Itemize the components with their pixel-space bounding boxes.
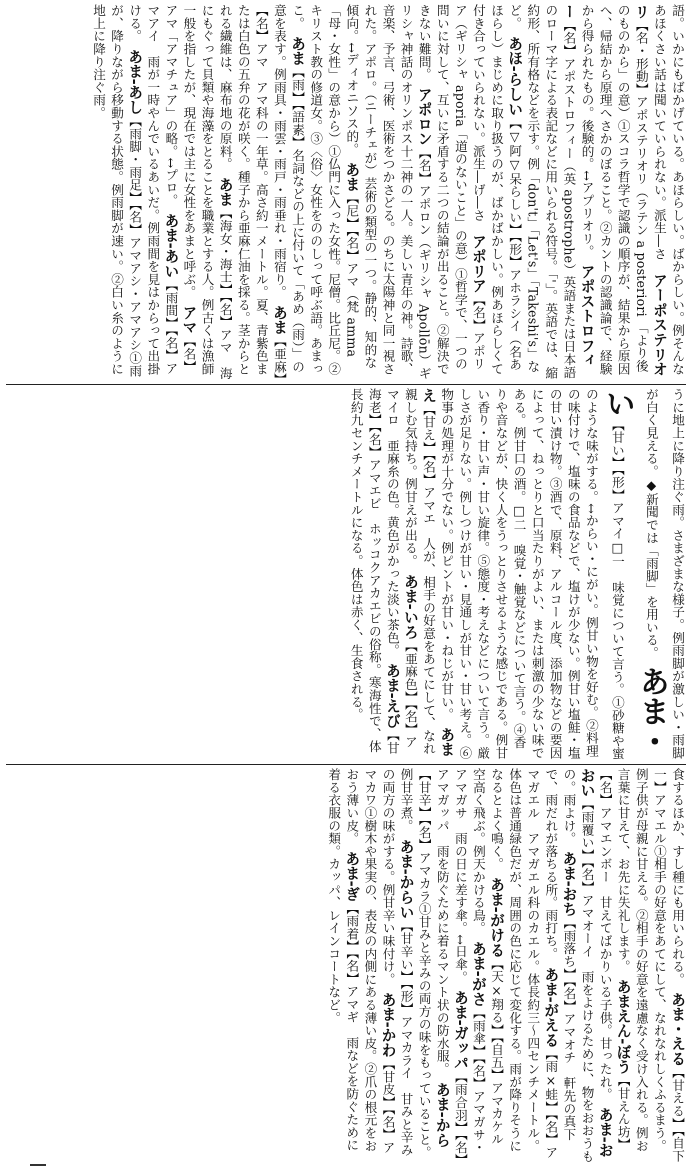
tier-text-column	[324, 768, 686, 1163]
entry-headword: あま-がさ	[469, 940, 487, 1007]
entry-headword: あま・い	[599, 388, 669, 757]
entry-definition: 語。いかにもばかげている。あほらしい。ばからしい。例そんな あほくさい話は聞いていられない。派生―さ	[651, 4, 685, 376]
entry-headword: あま-ぎ	[343, 851, 361, 902]
entry-definition: 【名・形動】アポステリオリ（ラテン a posteriori 「より後のものから」の意）①スコラ哲学で認識の順序が、結果から原因へ、帰結から原理へさかのぼること。②カントの認識論で、経験から得られたもの。後験的。↔アプリオリ。	[579, 4, 649, 376]
dictionary-entry	[670, 768, 685, 992]
upper-tier	[6, 4, 686, 380]
tier-text-column	[347, 388, 686, 760]
entry-headword: あま	[270, 304, 288, 335]
entry-headword: あま-いろ	[401, 573, 419, 640]
entry-definition: 【天×翔る】【自五】アマカケル 空高く飛ぶ。例天かける鳥。	[470, 768, 505, 1159]
entry-definition: 【雨×蛙】【名】アマガエル アマガエル科のカエル。体長約三～四センチメートル。体色は普通緑色だが、周囲の色に応じて変化する。雨が降りそうになるとよく鳴く。	[489, 768, 559, 1159]
entry-definition: 【甘える】【自下一】アマエル①相手の好意をあてにして、なれなれしくふるまう。例子供が母親に甘える。②相手の好意を遠慮なく受け入れる。例お言葉に甘えて、お先に失礼します。	[615, 768, 685, 1163]
entry-definition: 食するほか、すし種にも用いられる。	[670, 768, 685, 980]
entry-definition: 【甘辛】【名】アマカラ①甘みと辛みの両方の味をもっていること。例甘辛煮。	[398, 768, 432, 1159]
entry-definition: 【名】アポロン（ギリシャ Apollōn）ギリシャ神話のオリンポス十二神の一人。美しい青年の神。詩歌、音楽、予言、弓術、医術をつかさどる。のちに太陽神と同一視された。アポロ。（ニーチェが）芸術の類型の一つ。静的、知的な傾向。↔ディオニソス的。	[344, 4, 432, 380]
entry-headword: あま-おち	[560, 851, 578, 917]
entry-headword: あま-からい	[397, 838, 415, 919]
entry-headword: あまえ	[420, 388, 456, 757]
entry-definition: 【甘え】【名】アマエ 人が、相手の好意をあてにして、なれ親しむ気持ち。例甘えが出る。	[402, 388, 437, 755]
dictionary-entry	[91, 4, 142, 377]
entry-headword: あま-あし	[126, 48, 144, 115]
entry-headword: あま-ガッパ	[451, 990, 469, 1071]
entry-headword: あま-がける	[488, 876, 506, 958]
tier-divider	[6, 384, 686, 385]
entry-definition: 【雨着】【名】アマギ 雨などを防ぐために着る衣服の類。カッパ、レインコートなど。	[326, 768, 360, 1152]
entry-definition: 【▽阿▽呆らしい】【形】アホラシイ（名あほらし）まじめに取り扱うのが、ばかばかしい。例あほらしくて付き合っていられない。派生―げ―さ	[470, 4, 523, 376]
entry-definition: 【雨脚・雨足】【名】アマアシ・アマアシ①雨が、降りながら移動する状態。例雨脚が速い。②白い糸のように地上に降り注ぐ雨。	[91, 4, 143, 377]
entry-headword: アポリア	[469, 234, 487, 294]
entry-definition: 【亜麻】【名】アマ アマ科の一年草。高さ約一メートル。夏、青紫色または白色の五弁の花が咲く。種子から亜麻仁油を採る。茎からとれる繊維は、麻布地の原料。	[217, 4, 287, 380]
entry-headword: あほ-らしい	[506, 36, 524, 117]
lower-tier	[6, 768, 686, 1163]
page-footer-mark	[30, 1164, 46, 1166]
entry-definition: 【甘辛い】【形】アマカライ 甘みと辛みの両方の味がする。例甘辛い味付け。	[380, 768, 414, 1156]
entry-definition: 【尼】【名】アマ（梵 amma「母・女性」の意から）①仏門に入った女性。尼僧。比丘尼。②キリスト教の修道女。③〈俗〉女性をののしって呼ぶ語。あまっこ。	[290, 4, 360, 376]
entry-headword: アポストロフィー	[560, 4, 596, 369]
entry-definition: 【甘海老】【名】アマエビ ホッコクアカエビの俗称。寒海性で、体長約九センチメートルになる。体色は赤く、生食される。	[348, 388, 400, 755]
entry-headword: あま-かわ	[379, 992, 397, 1058]
entry-definition: うに地上に降り注ぐ雨。さまざまな様子。例雨脚が激しい・雨脚が白く見える。◆新聞では「雨脚」を用いる。	[643, 388, 685, 760]
tier-text-column	[89, 4, 686, 380]
entry-definition: 【甘い】【形】アマイ□一 味覚について言う。①砂糖や蜜のような味がする。↔からい・にがい。例甘い物を好む。②料理の味付けで、塩味の食品などで、塩けが少ない。例甘い塩鮭・塩の甘い漬け物。③酒で、原料、アルコール度、添加物などの要因によって、ねっとりと口当たりがよい、または刺激の少ない味である。例甘口の酒。□二 嗅覚・触覚などについて言う。④香りや音などが、快く人をうっとりさせるような感じである。例甘い香り・甘い声・甘い旋律。⑤態度・考えなどについて言う。厳しさが足りない。例しつけが甘い・見通しが甘い・甘い考え。⑥物事の処理が十分でない。例ピントが甘い・ねじが甘い。	[439, 388, 625, 760]
entry-definition: 【雨傘】【名】アマガサ・アマガサ 雨の日に差す傘。↔日傘。	[452, 768, 486, 1154]
entry-headword: あま-がえる	[542, 966, 560, 1047]
entry-definition: 【名】アマ「アマチュア」の略。↔プロ。	[163, 4, 197, 373]
entry-definition: 【甘えん坊】【名】アマエンボー 甘えてばかりいる子供。甘ったれ。	[597, 768, 631, 1152]
entry-definition: 【亜麻色】【名】アマイロ 亜麻糸の色。黄色がかった淡い茶色。	[384, 388, 418, 749]
entry-headword: あま	[289, 36, 307, 66]
entry-headword: あま	[216, 176, 234, 207]
entry-definition: 【名】アポストロフィー（英 apostrophe）英語または日本語のローマ字による表記などに用いられる符号。「'」。英語では、縮約形、所有格などを示す。例「don't」「Let's」「Takeshi's」など。	[507, 4, 577, 380]
entry-headword: アマ	[180, 304, 198, 335]
entry-headword: あま-おおい	[578, 768, 614, 1158]
entry-definition: 【甘皮】【名】アマカワ①樹木や果実の、表皮の内側にある薄い皮。②爪の根元をおおう薄い皮。	[344, 768, 396, 1154]
entry-headword: あま	[343, 162, 361, 192]
middle-tier	[6, 388, 686, 760]
tier-divider	[6, 764, 686, 765]
entry-definition: 【雨間】【名】アマアイ 雨が一時やんでいるあいだ。例雨間を見はからって出掛ける。	[127, 4, 179, 376]
entry-definition: 【雨】【語素】名詞などの上に付いて「あめ（雨）」の意を表す。例雨具・雨雲・雨戸・雨垂れ・雨宿り。	[271, 4, 306, 374]
entry-definition: 【雨合羽】【名】アマガッパ 雨を防ぐために着るマント状の防水服。	[434, 768, 468, 1161]
entry-definition: 【海女・海士】【名】アマ 海にもぐって貝類や海藻をとることを職業とする人。例古くは漁師一般を指したが、現在では主に女性をあまと呼ぶ。	[181, 4, 233, 380]
entry-headword: あま-えび	[383, 663, 401, 729]
entry-definition: 【雨覆い】【名】アマオーイ 雨をよけるために、物をおおうもの。雨よけ。	[561, 768, 595, 1163]
entry-headword: あまえん-ぼう	[614, 979, 632, 1075]
entry-definition: 【名】アポリア（ギリシャ aporia「道のないこと」の意）①哲学で、一つの問いに対して、互いに矛盾する二つの結論が出ること。②解決できない難問。	[416, 4, 486, 376]
entry-headword: あま-あい	[162, 213, 180, 279]
entry-headword: アポロン	[415, 87, 433, 147]
entry-headword: アーポステリオリ	[632, 4, 668, 377]
entry-headword: あま・える	[669, 992, 686, 1067]
entry-definition: 【雨落ち】【名】アマオチ 軒先の真下で、雨だれが落ちる所。雨打ち。	[543, 768, 577, 1141]
entry-headword: あま-から	[433, 1081, 451, 1148]
